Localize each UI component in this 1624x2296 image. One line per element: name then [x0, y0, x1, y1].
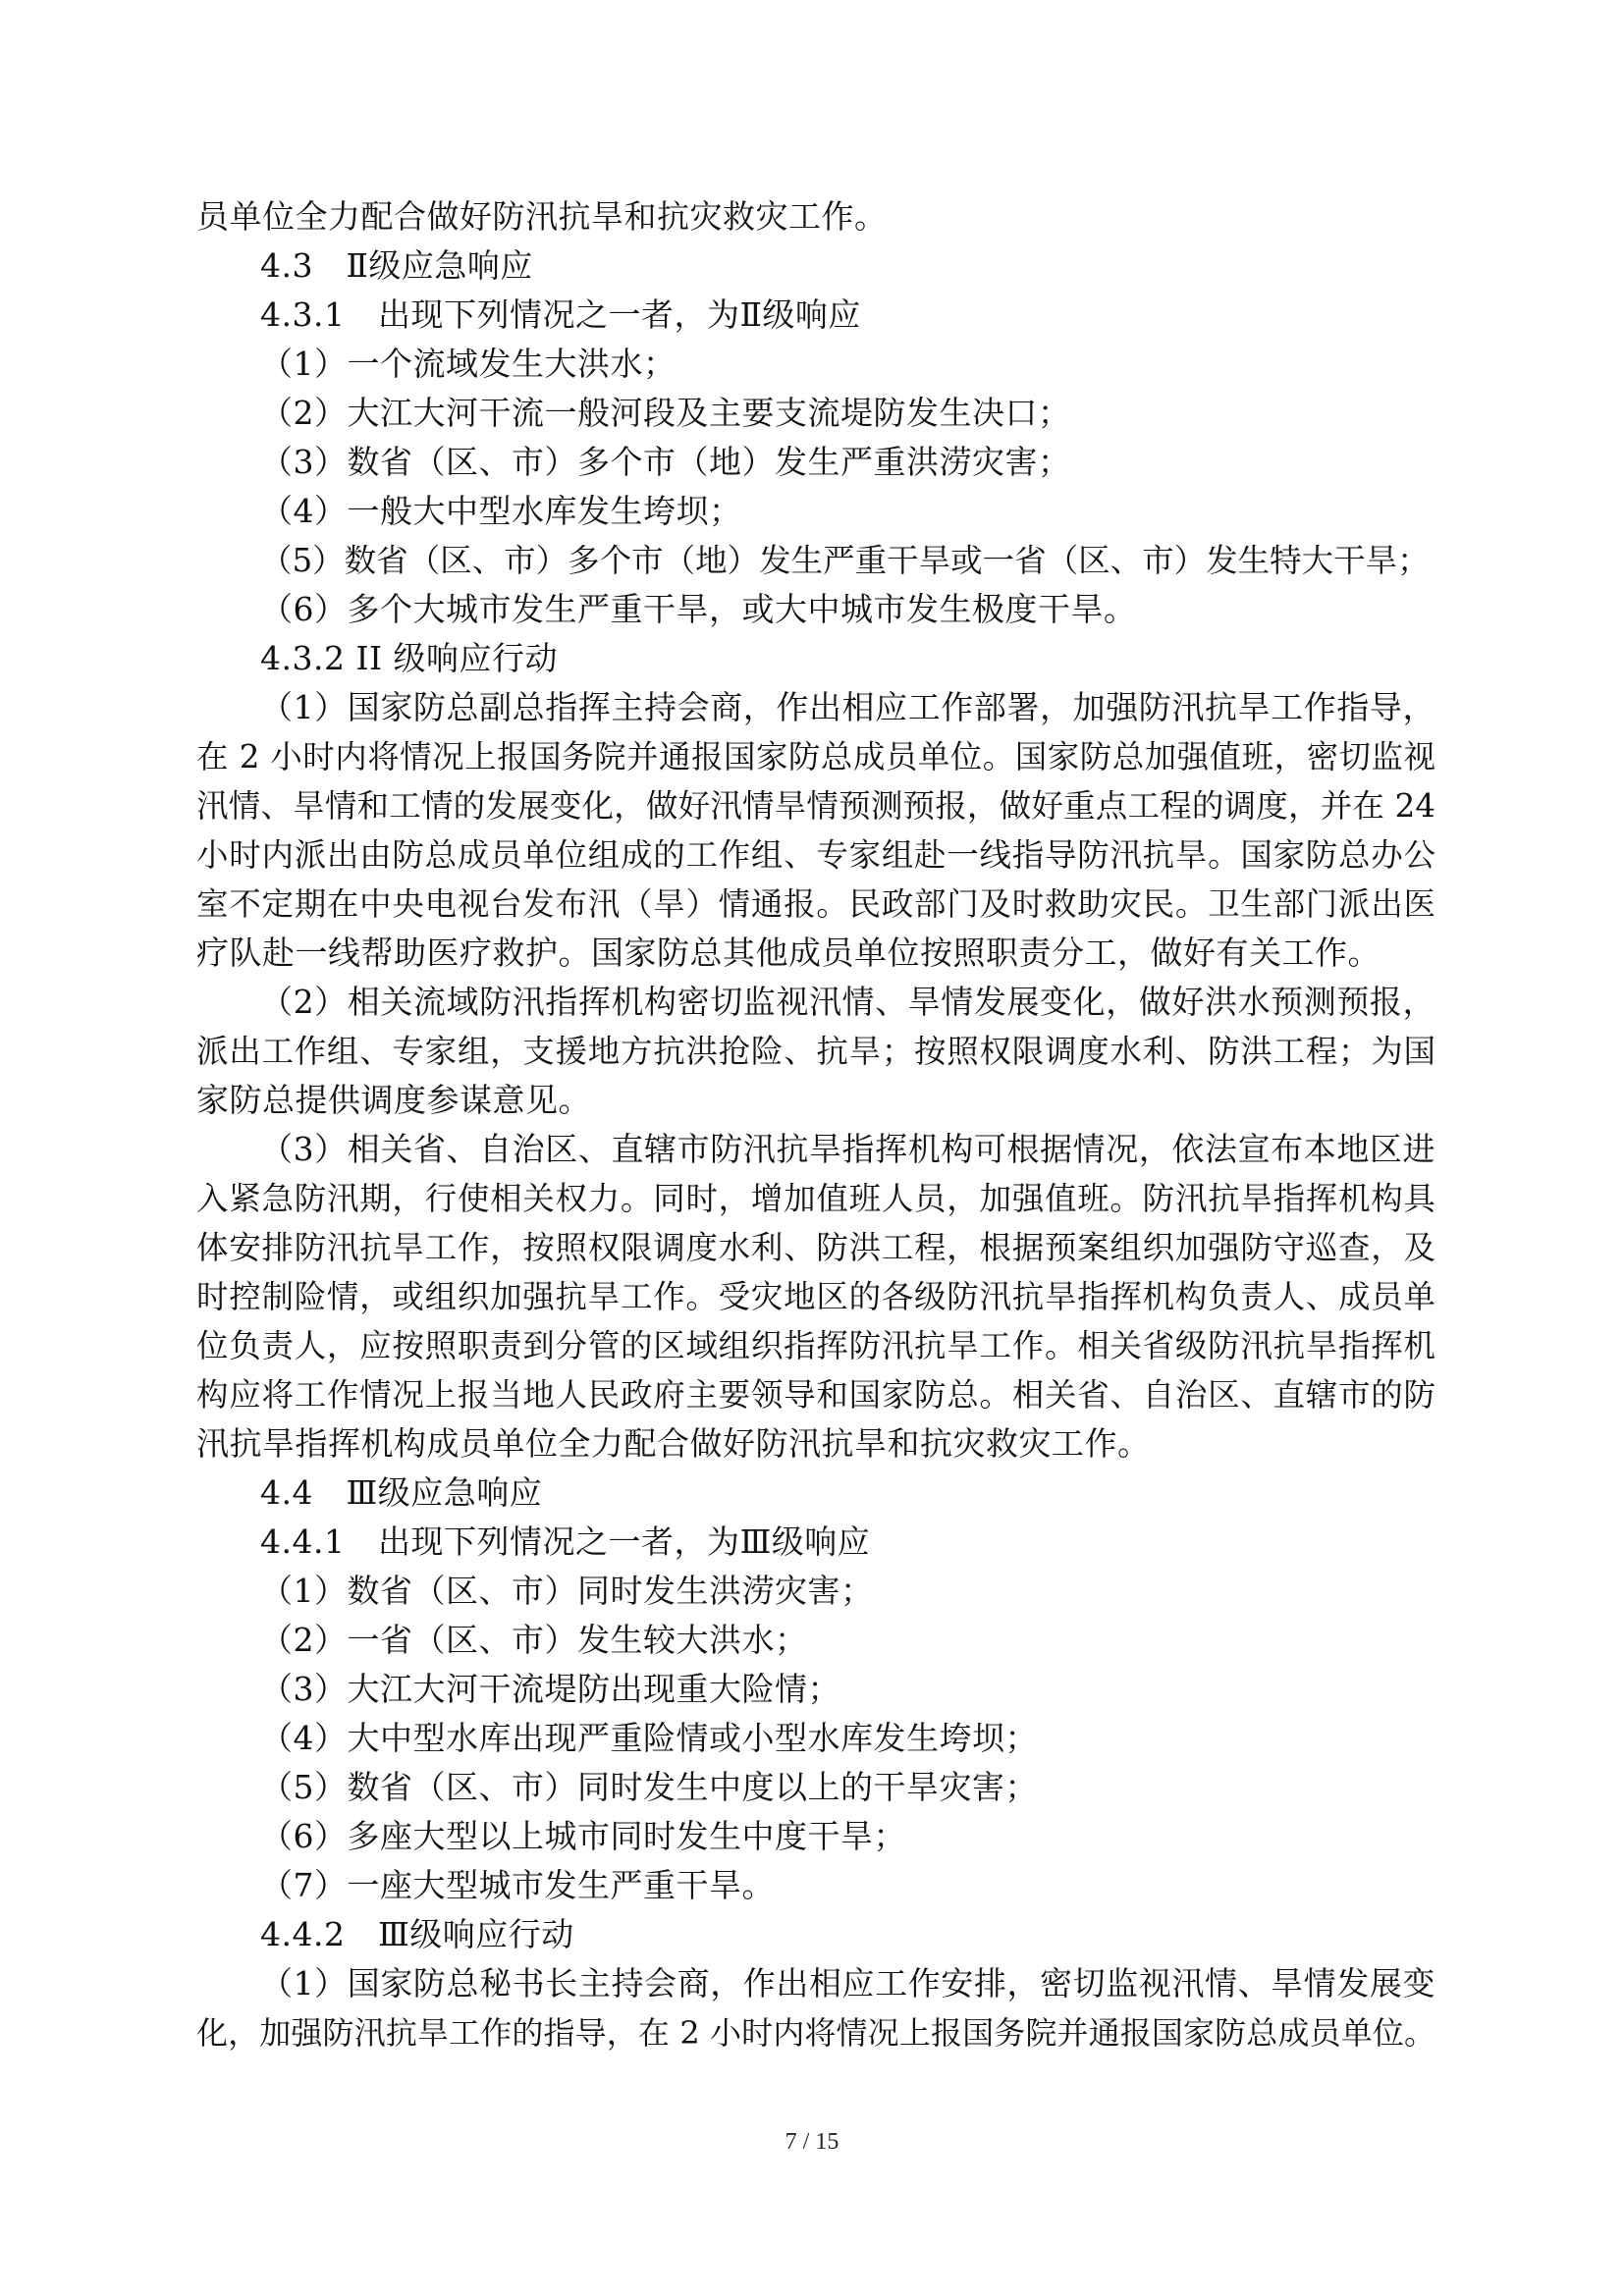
paragraph-line: 化，加强防汛抗旱工作的指导，在 2 小时内将情况上报国务院并通报国家防总成员单位。 [196, 2014, 1435, 2052]
list-item: （1）数省（区、市）同时发生洪涝灾害； [260, 1572, 874, 1610]
paragraph-line: 体安排防汛抗旱工作，按照权限调度水利、防洪工程，根据预案组织加强防守巡查，及 [196, 1229, 1435, 1266]
paragraph-line: 时控制险情，或组织加强抗旱工作。受灾地区的各级防汛抗旱指挥机构负责人、成员单 [196, 1278, 1435, 1315]
list-item: （4）大中型水库出现严重险情或小型水库发生垮坝； [260, 1719, 1038, 1757]
subsection-heading: 4.3.1 出现下列情况之一者，为Ⅱ级响应 [260, 295, 861, 334]
list-item: （3）数省（区、市）多个市（地）发生严重洪涝灾害； [260, 443, 1071, 481]
section-heading: 4.4 Ⅲ级应急响应 [260, 1473, 543, 1512]
paragraph-line: 小时内派出由防总成员单位组成的工作组、专家组赴一线指导防汛抗旱。国家防总办公 [196, 836, 1435, 874]
list-item: （6）多个大城市发生严重干旱，或大中城市发生极度干旱。 [260, 590, 1137, 628]
paragraph-line: 入紧急防汛期，行使相关权力。同时，增加值班人员，加强值班。防汛抗旱指挥机构具 [196, 1180, 1435, 1217]
paragraph-line: 派出工作组、专家组，支援地方抗洪抢险、抗旱；按照权限调度水利、防洪工程；为国 [196, 1033, 1435, 1070]
paragraph-line: 家防总提供调度参谋意见。 [196, 1081, 591, 1119]
paragraph-line: 构应将工作情况上报当地人民政府主要领导和国家防总。相关省、自治区、直辖市的防 [196, 1376, 1435, 1414]
list-item: （5）数省（区、市）同时发生中度以上的干旱灾害； [260, 1768, 1038, 1806]
paragraph-line: 汛抗旱指挥机构成员单位全力配合做好防汛抗旱和抗灾救灾工作。 [196, 1424, 1151, 1463]
list-item: （2）一省（区、市）发生较大洪水； [260, 1621, 808, 1659]
list-item: （3）大江大河干流堤防出现重大险情； [260, 1670, 840, 1708]
paragraph-line: 室不定期在中央电视台发布汛（旱）情通报。民政部门及时救助灾民。卫生部门派出医 [196, 885, 1435, 923]
paragraph-line: 在 2 小时内将情况上报国务院并通报国家防总成员单位。国家防总加强值班，密切监视 [196, 738, 1435, 775]
list-item: （6）多座大型以上城市同时发生中度干旱； [260, 1817, 906, 1855]
list-item: （4）一般大中型水库发生垮坝； [260, 492, 742, 530]
subsection-heading: 4.4.2 Ⅲ级响应行动 [260, 1915, 574, 1953]
subsection-heading: 4.4.1 出现下列情况之一者，为Ⅲ级响应 [260, 1522, 871, 1561]
list-item: （7）一座大型城市发生严重干旱。 [260, 1866, 775, 1904]
paragraph-line: （1）国家防总秘书长主持会商，作出相应工作安排，密切监视汛情、旱情发展变 [260, 1964, 1435, 2002]
paragraph-line: （3）相关省、自治区、直辖市防汛抗旱指挥机构可根据情况，依法宣布本地区进 [260, 1130, 1435, 1168]
paragraph-line: 疗队赴一线帮助医疗救护。国家防总其他成员单位按照职责分工，做好有关工作。 [196, 934, 1380, 972]
paragraph-line: 位负责人，应按照职责到分管的区域组织指挥防汛抗旱工作。相关省级防汛抗旱指挥机 [196, 1327, 1435, 1364]
paragraph-line: （1）国家防总副总指挥主持会商，作出相应工作部署，加强防汛抗旱工作指导， [260, 688, 1435, 726]
section-heading: 4.3 Ⅱ级应急响应 [260, 246, 533, 285]
page-number: 7 / 15 [785, 2129, 839, 2155]
paragraph-line: 汛情、旱情和工情的发展变化，做好汛情旱情预测预报，做好重点工程的调度，并在 24 [196, 787, 1435, 825]
paragraph-line: （2）相关流域防汛指挥机构密切监视汛情、旱情发展变化，做好洪水预测预报， [260, 983, 1435, 1021]
list-item: （2）大江大河干流一般河段及主要支流堤防发生决口； [260, 394, 1071, 432]
paragraph-line: 员单位全力配合做好防汛抗旱和抗灾救灾工作。 [196, 197, 888, 236]
subsection-heading: 4.3.2 II 级响应行动 [260, 639, 559, 677]
list-item: （5）数省（区、市）多个市（地）发生严重干旱或一省（区、市）发生特大干旱； [260, 542, 1430, 579]
list-item: （1）一个流域发生大洪水； [260, 345, 677, 383]
